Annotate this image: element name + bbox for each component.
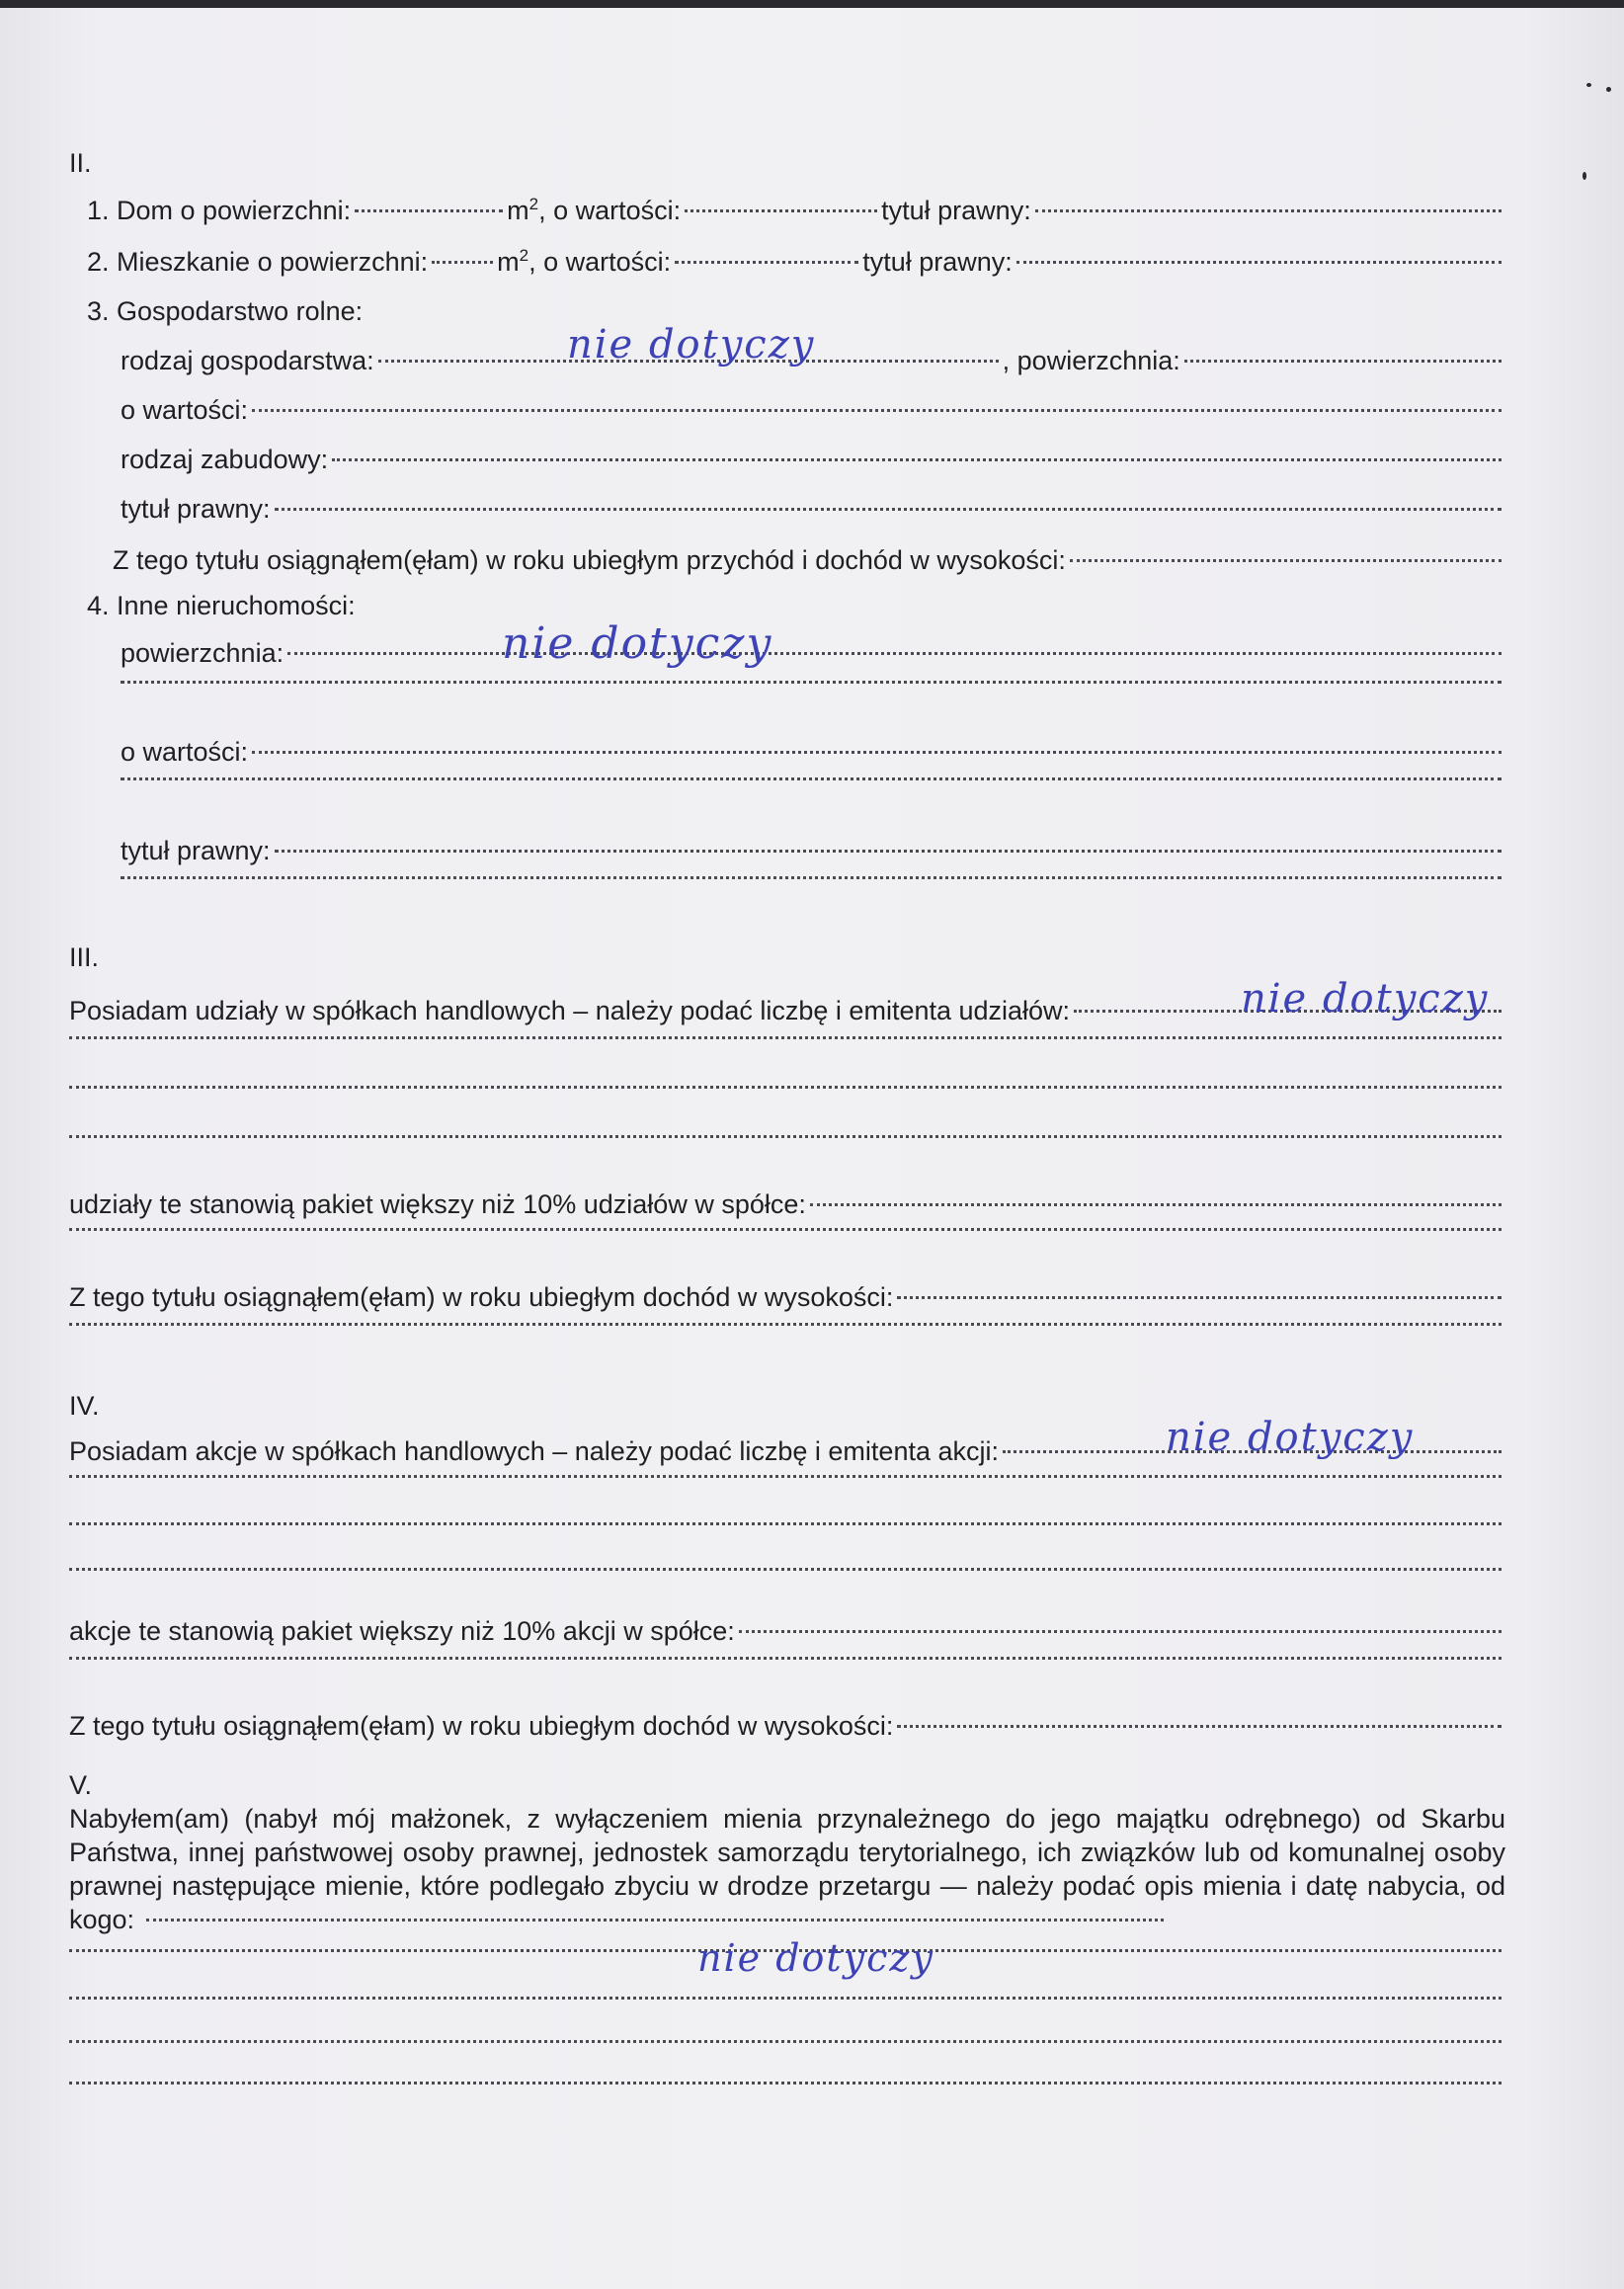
house-value-field[interactable] <box>685 209 877 212</box>
handwritten-other: nie dotyczy <box>502 618 773 669</box>
stocks-income-label: Z tego tytułu osiągnąłem(ęłam) w roku ubiegłym dochód w wysokości: <box>69 1711 894 1741</box>
house-title-field[interactable] <box>1035 209 1502 212</box>
shares-income-label: Z tego tytułu osiągnąłem(ęłam) w roku ubiegłym dochód w wysokości: <box>69 1282 894 1312</box>
stocks-row-3 <box>69 1529 1505 1563</box>
stocks-label: Posiadam akcje w spółkach handlowych – należy podać liczbę i emitenta akcji: <box>69 1436 999 1466</box>
flat-title-field[interactable] <box>1016 261 1502 264</box>
handwritten-acquired: nie dotyczy <box>697 1936 934 1980</box>
shares-income-field[interactable] <box>897 1296 1502 1299</box>
farm-value-row <box>121 393 1505 427</box>
shares-pct-label: udziały te stanowią pakiet większy niż 10% udziałów w spółce: <box>69 1189 806 1219</box>
shares-field-cont[interactable] <box>69 1135 1502 1138</box>
shares-field-cont[interactable] <box>69 1086 1502 1089</box>
flat-label: 2. Mieszkanie o powierzchni: <box>87 247 429 277</box>
shares-row-3 <box>69 1093 1505 1126</box>
shares-label: Posiadam udziały w spółkach handlowych – należy podać liczbę i emitenta udziałów: <box>69 996 1071 1025</box>
stocks-row-4 <box>69 1575 1505 1608</box>
farm-title-row <box>121 492 1505 526</box>
other-value-row-2 <box>121 784 1505 818</box>
stocks-field-cont[interactable] <box>69 1475 1502 1478</box>
other-title-label: tytuł prawny: <box>121 836 271 865</box>
scan-edge <box>0 0 1624 8</box>
section-2-heading: II. <box>69 148 92 178</box>
handwritten-stocks: nie dotyczy <box>1166 1415 1415 1460</box>
other-value-field[interactable] <box>252 751 1502 754</box>
farm-buildings-label: rodzaj zabudowy: <box>121 445 329 474</box>
other-area-row-2 <box>121 688 1505 721</box>
scan-speck <box>1583 172 1586 180</box>
section-5-paragraph <box>69 1802 1505 1936</box>
acquired-row-4 <box>69 2047 1505 2081</box>
acquired-field[interactable] <box>146 1919 1164 1921</box>
flat-value-field[interactable] <box>675 261 858 264</box>
stocks-row-2 <box>69 1482 1505 1515</box>
stocks-pct-label: akcje te stanowią pakiet większy niż 10% akcji w spółce: <box>69 1616 735 1646</box>
other-title-row-2 <box>121 883 1505 917</box>
other-title-field-cont[interactable] <box>121 876 1502 879</box>
scan-speck <box>1606 87 1611 92</box>
shares-pct-row <box>69 1187 1505 1221</box>
house-row <box>87 194 1505 227</box>
other-area-row <box>121 636 1505 670</box>
handwritten-shares: nie dotyczy <box>1241 976 1490 1022</box>
stocks-field-cont[interactable] <box>69 1522 1502 1525</box>
farm-area-label: , powierzchnia: <box>1002 346 1180 375</box>
flat-area-field[interactable] <box>432 261 493 264</box>
flat-title-label: tytuł prawny: <box>862 247 1013 277</box>
farm-buildings-field[interactable] <box>332 458 1502 461</box>
shares-row-4 <box>69 1142 1505 1176</box>
farm-title-field[interactable] <box>275 508 1502 511</box>
other-value-label: o wartości: <box>121 737 249 767</box>
farm-heading: 3. Gospodarstwo rolne: <box>87 296 364 326</box>
acquired-field-cont[interactable] <box>69 2040 1502 2043</box>
shares-pct-row-2 <box>69 1235 1505 1268</box>
stocks-pct-field-cont[interactable] <box>69 1657 1502 1660</box>
stocks-field-cont[interactable] <box>69 1568 1502 1571</box>
house-area-field[interactable] <box>355 209 503 212</box>
other-property-heading: 4. Inne nieruchomości: <box>87 591 356 620</box>
other-value-row <box>121 735 1505 769</box>
house-label: 1. Dom o powierzchni: <box>87 196 352 225</box>
shares-row-2 <box>69 1043 1505 1077</box>
flat-value-label: , o wartości: <box>528 247 672 277</box>
farm-income-label: Z tego tytułu osiągnąłem(ęłam) w roku ubiegłym przychód i dochód w wysokości: <box>113 545 1066 575</box>
shares-income-row-2 <box>69 1330 1505 1363</box>
section-3-heading: III. <box>69 942 100 972</box>
farm-area-field[interactable] <box>1184 360 1502 363</box>
shares-field-cont[interactable] <box>69 1036 1502 1039</box>
shares-income-field-cont[interactable] <box>69 1323 1502 1326</box>
section-5-text: Nabyłem(am) (nabył mój małżonek, z wyłączeniem mienia przynależnego do jego majątku odrębnego) od Skarbu Państwa, innej państwowej osoby prawnej, jednostek samorządu terytorialnego, ich związków lub od komunalnej osoby prawnej następujące mienie, które podlegało zbyciu w drodze przetargu — należy podać opis mienia i datę nabycia, od kogo: <box>69 1804 1505 1934</box>
acquired-field-cont[interactable] <box>69 2082 1502 2085</box>
shares-pct-field[interactable] <box>810 1203 1502 1206</box>
stocks-pct-field[interactable] <box>739 1630 1502 1633</box>
acquired-field-cont[interactable] <box>69 1997 1502 2000</box>
other-title-field[interactable] <box>275 850 1502 853</box>
stocks-income-field[interactable] <box>897 1725 1502 1728</box>
farm-value-field[interactable] <box>252 409 1502 412</box>
section-4-heading: IV. <box>69 1391 100 1421</box>
other-value-field-cont[interactable] <box>121 777 1502 780</box>
other-area-label: powierzchnia: <box>121 638 284 668</box>
other-area-field-cont[interactable] <box>121 681 1502 684</box>
flat-row <box>87 245 1505 279</box>
shares-income-row <box>69 1280 1505 1314</box>
farm-value-label: o wartości: <box>121 395 249 425</box>
farm-title-label: tytuł prawny: <box>121 494 271 524</box>
acquired-row-3 <box>69 2003 1505 2037</box>
other-area-field[interactable] <box>287 652 1502 655</box>
acquired-row-5 <box>69 2088 1505 2122</box>
stocks-pct-row-2 <box>69 1664 1505 1697</box>
flat-unit: $m^2$ <box>497 246 529 277</box>
stocks-pct-row <box>69 1614 1505 1648</box>
house-value-label: , o wartości: <box>538 196 682 225</box>
section-5-heading: V. <box>69 1770 93 1800</box>
shares-pct-field-cont[interactable] <box>69 1228 1502 1231</box>
stocks-income-row <box>69 1709 1505 1743</box>
farm-type-label: rodzaj gospodarstwa: <box>121 346 374 375</box>
house-unit: $m^2$ <box>507 195 539 225</box>
farm-income-row <box>113 543 1505 577</box>
handwritten-farm: nie dotyczy <box>567 322 816 368</box>
farm-income-field[interactable] <box>1070 559 1502 562</box>
farm-buildings-row <box>121 443 1505 476</box>
other-title-row <box>121 834 1505 867</box>
scan-speck <box>1586 83 1591 87</box>
house-title-label: tytuł prawny: <box>881 196 1031 225</box>
